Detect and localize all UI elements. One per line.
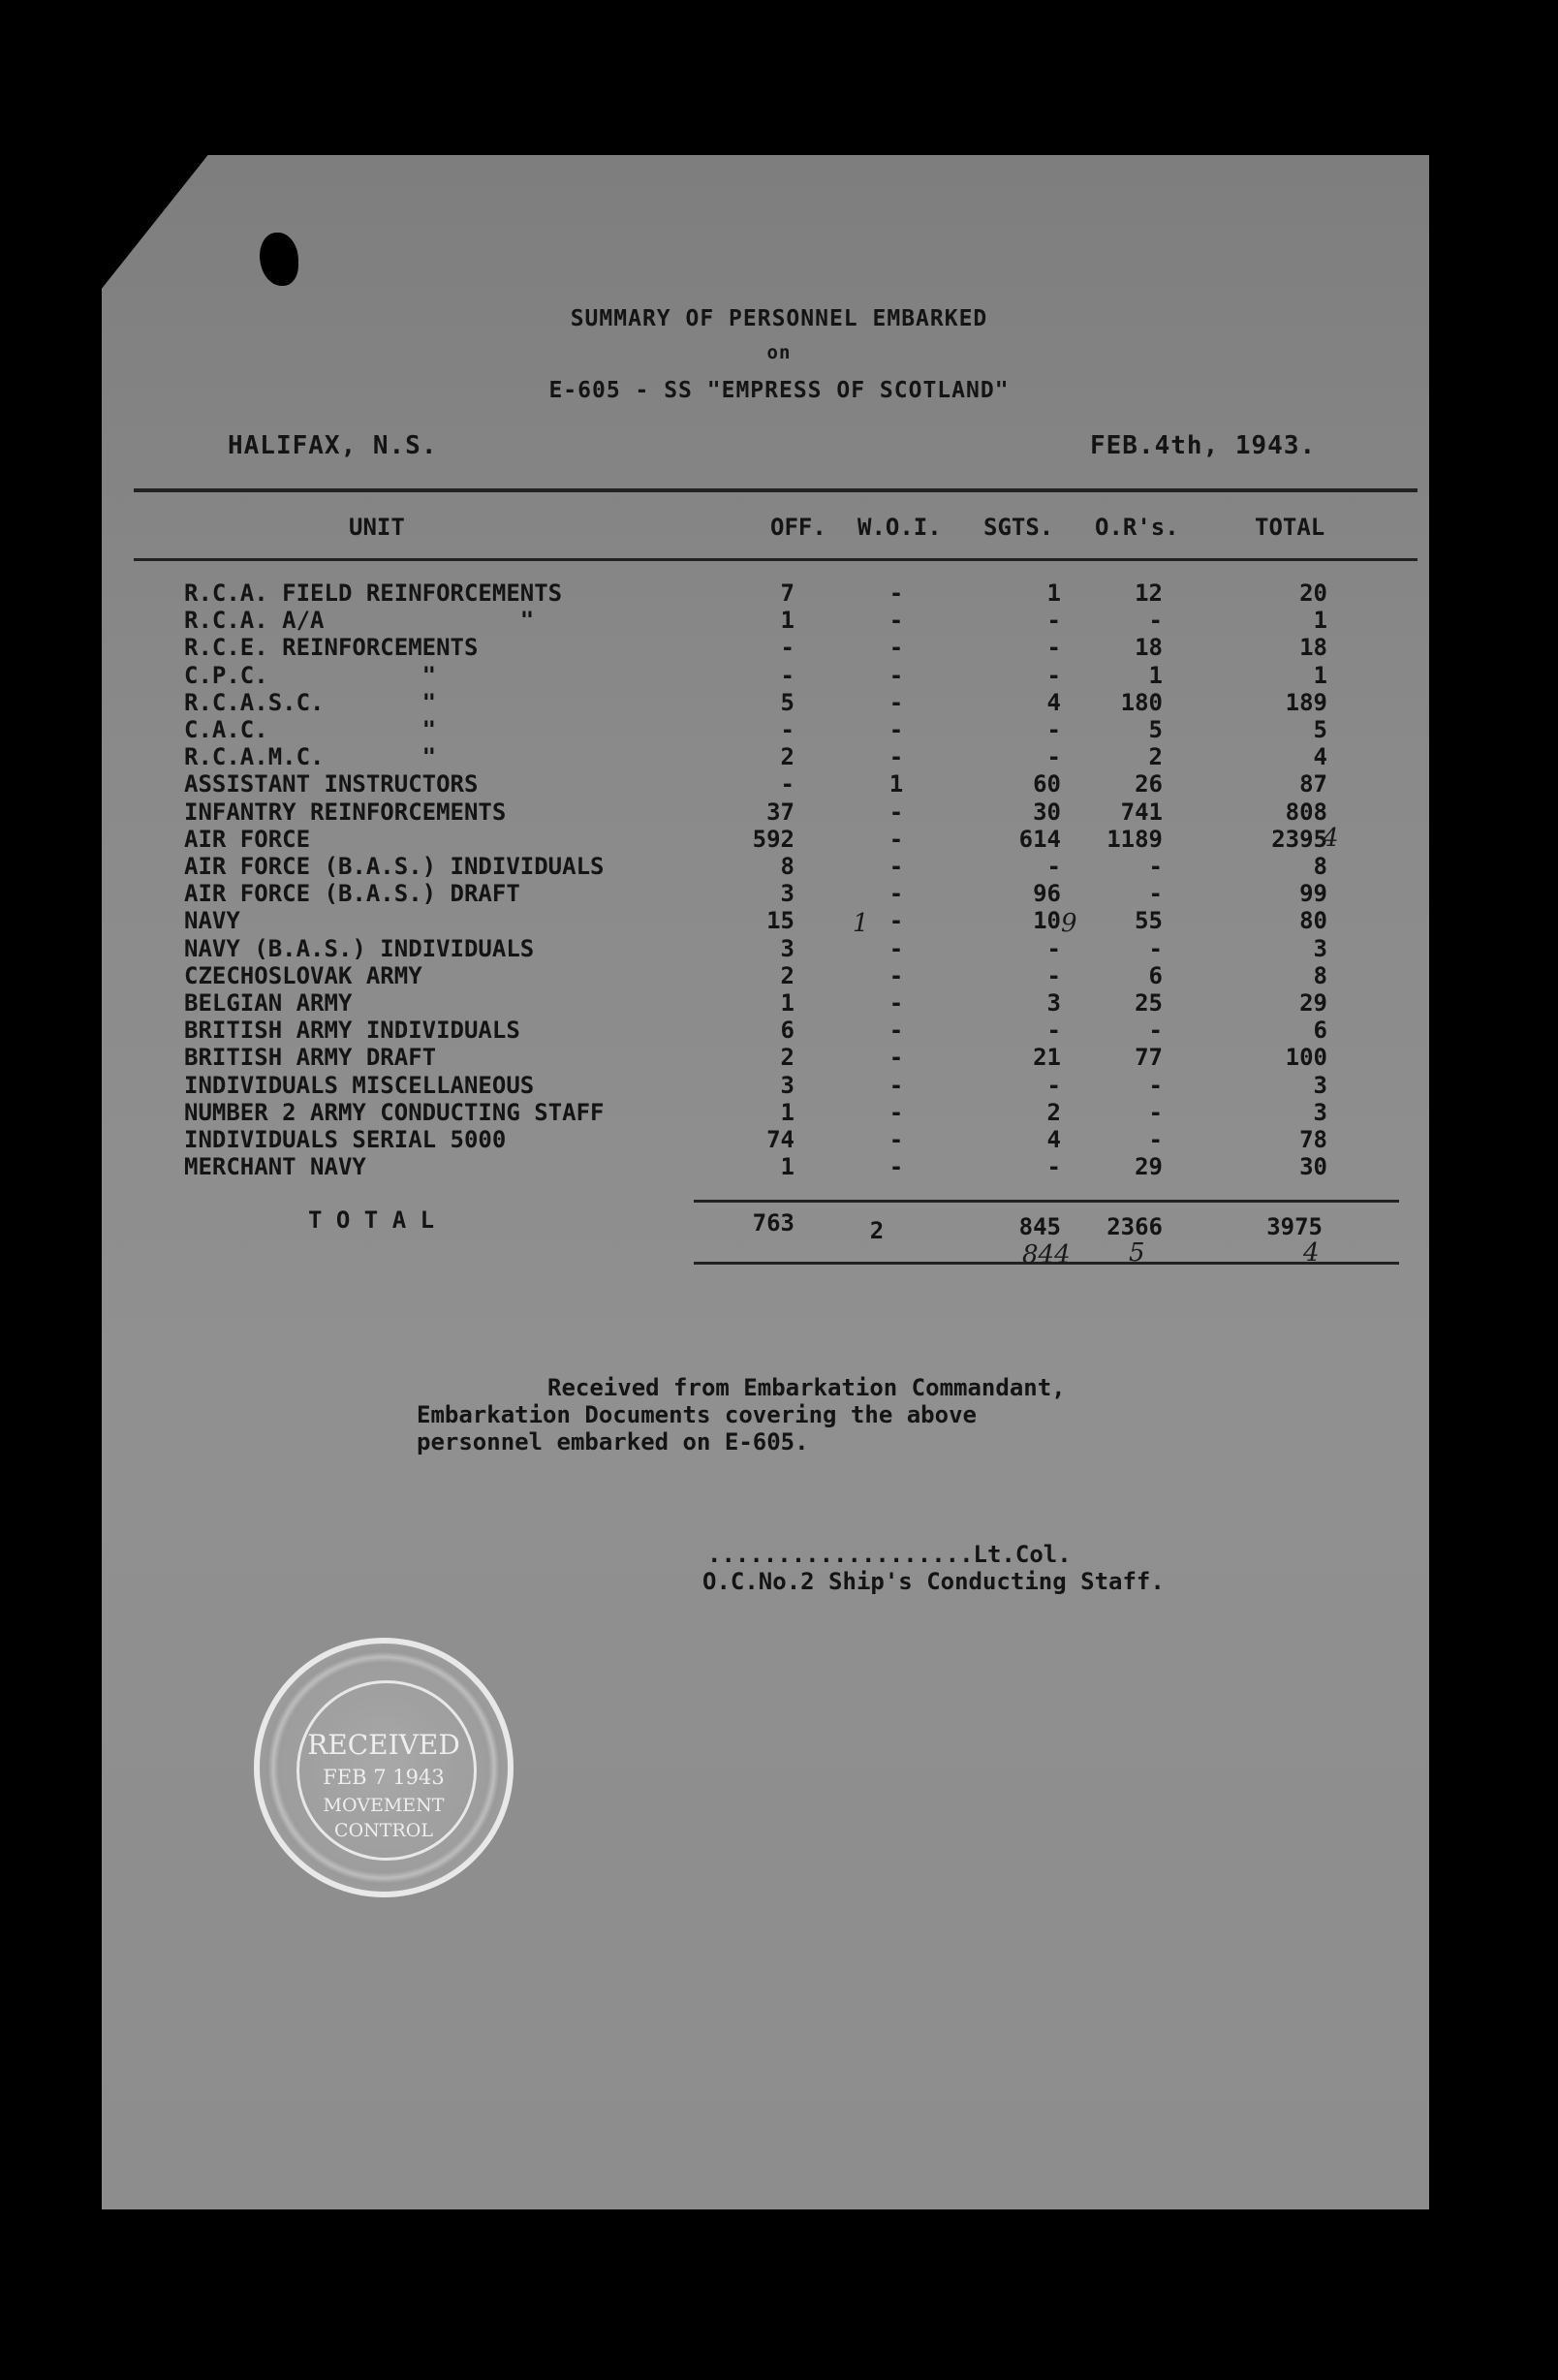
row-off: 3 xyxy=(780,1072,795,1099)
row-sgts: - xyxy=(1046,962,1061,989)
signature-line: ...................Lt.Col. xyxy=(707,1541,1072,1568)
row-sgts: - xyxy=(1046,853,1061,880)
row-sgts: 2 xyxy=(1046,1099,1061,1126)
row-sgts: - xyxy=(1046,634,1061,661)
row-unit: INDIVIDUALS MISCELLANEOUS xyxy=(184,1072,535,1099)
document-title: SUMMARY OF PERSONNEL EMBARKED xyxy=(570,306,988,331)
total-total: 3975 xyxy=(1266,1213,1323,1240)
row-ors: 55 xyxy=(1135,907,1163,934)
row-wo: - xyxy=(888,935,904,962)
row-wo: 1 xyxy=(888,770,904,798)
row-total: 4 xyxy=(1313,743,1327,770)
row-unit: R.C.A.M.C. " xyxy=(184,743,437,770)
row-sgts: 4 xyxy=(1046,1126,1061,1153)
row-off: 37 xyxy=(766,799,795,826)
row-ors: 5 xyxy=(1148,716,1163,743)
row-ors: - xyxy=(1148,853,1163,880)
row-ors: - xyxy=(1148,1017,1163,1044)
row-total: 5 xyxy=(1313,716,1327,743)
row-wo: - xyxy=(888,743,904,770)
row-total: 78 xyxy=(1299,1126,1327,1153)
row-total: 6 xyxy=(1313,1017,1327,1044)
col-total: TOTAL xyxy=(1255,514,1325,541)
hand-navy-sgts: 9 xyxy=(1061,909,1077,938)
row-sgts: 10 xyxy=(1033,907,1061,934)
row-ors: 12 xyxy=(1135,579,1163,607)
row-off: 5 xyxy=(780,689,795,716)
row-total: 99 xyxy=(1299,880,1327,907)
row-total: 1 xyxy=(1313,607,1327,634)
row-ors: 77 xyxy=(1135,1044,1163,1071)
row-sgts: 614 xyxy=(1018,826,1061,853)
row-off: 592 xyxy=(752,826,795,853)
row-unit: INDIVIDUALS SERIAL 5000 xyxy=(184,1126,507,1153)
ship-name: E-605 - SS "EMPRESS OF SCOTLAND" xyxy=(548,378,1010,403)
row-sgts: - xyxy=(1046,1017,1061,1044)
row-sgts: - xyxy=(1046,743,1061,770)
row-unit: BRITISH ARMY INDIVIDUALS xyxy=(184,1017,520,1044)
total-top-rule xyxy=(694,1200,1399,1203)
row-wo: - xyxy=(888,1044,904,1071)
document-page xyxy=(102,155,1429,2209)
stamp-received: RECEIVED xyxy=(307,1729,460,1761)
row-off: 1 xyxy=(780,1099,795,1126)
col-wo: W.O.I. xyxy=(857,514,942,541)
row-total: 30 xyxy=(1299,1153,1327,1180)
receipt-line-2: Embarkation Documents covering the above xyxy=(417,1401,977,1428)
row-ors: - xyxy=(1148,607,1163,634)
col-sgts: SGTS. xyxy=(983,514,1054,541)
row-off: 3 xyxy=(780,880,795,907)
row-unit: NAVY (B.A.S.) INDIVIDUALS xyxy=(184,935,535,962)
row-wo: - xyxy=(888,826,904,853)
row-ors: 180 xyxy=(1120,689,1163,716)
row-total: 808 xyxy=(1285,799,1327,826)
hand-navy-wo: 1 xyxy=(853,909,869,938)
receipt-line-3: personnel embarked on E-605. xyxy=(417,1428,809,1456)
row-wo: - xyxy=(888,799,904,826)
col-off: OFF. xyxy=(770,514,826,541)
row-off: 1 xyxy=(780,989,795,1017)
row-sgts: - xyxy=(1046,1072,1061,1099)
row-ors: 29 xyxy=(1135,1153,1163,1180)
received-stamp xyxy=(254,1638,514,1897)
header-top-rule xyxy=(134,488,1418,492)
row-total: 20 xyxy=(1299,579,1327,607)
row-ors: 18 xyxy=(1135,634,1163,661)
row-ors: 1 xyxy=(1148,662,1163,689)
row-unit: C.P.C. " xyxy=(184,662,437,689)
row-total: 189 xyxy=(1285,689,1327,716)
row-ors: - xyxy=(1148,880,1163,907)
row-total: 18 xyxy=(1299,634,1327,661)
row-unit: AIR FORCE xyxy=(184,826,311,853)
row-off: 1 xyxy=(780,607,795,634)
row-sgts: 60 xyxy=(1033,770,1061,798)
row-off: 74 xyxy=(766,1126,795,1153)
hand-total-total: 4 xyxy=(1303,1238,1320,1268)
stamp-control: CONTROL xyxy=(334,1820,433,1841)
row-off: 15 xyxy=(766,907,795,934)
row-sgts: - xyxy=(1046,1153,1061,1180)
row-total: 8 xyxy=(1313,853,1327,880)
row-wo: - xyxy=(888,662,904,689)
row-off: 2 xyxy=(780,962,795,989)
row-total: 3 xyxy=(1313,935,1327,962)
total-wo: 2 xyxy=(869,1217,885,1244)
row-wo: - xyxy=(888,1017,904,1044)
row-wo: - xyxy=(888,689,904,716)
row-wo: - xyxy=(888,579,904,607)
row-unit: R.C.E. REINFORCEMENTS xyxy=(184,634,479,661)
row-off: - xyxy=(780,770,795,798)
row-unit: MERCHANT NAVY xyxy=(184,1153,366,1180)
row-sgts: - xyxy=(1046,662,1061,689)
row-ors: - xyxy=(1148,1072,1163,1099)
row-total: 80 xyxy=(1299,907,1327,934)
signature-title: O.C.No.2 Ship's Conducting Staff. xyxy=(702,1568,1165,1595)
row-wo: - xyxy=(888,634,904,661)
row-ors: - xyxy=(1148,935,1163,962)
stamp-movement: MOVEMENT xyxy=(323,1795,445,1816)
col-unit: UNIT xyxy=(349,514,405,541)
row-ors: 25 xyxy=(1135,989,1163,1017)
row-unit: BRITISH ARMY DRAFT xyxy=(184,1044,437,1071)
row-off: 2 xyxy=(780,1044,795,1071)
row-wo: - xyxy=(888,1153,904,1180)
row-sgts: 3 xyxy=(1046,989,1061,1017)
row-unit: NAVY xyxy=(184,907,240,934)
row-total: 8 xyxy=(1313,962,1327,989)
row-ors: 741 xyxy=(1120,799,1163,826)
row-off: 6 xyxy=(780,1017,795,1044)
row-wo: - xyxy=(888,907,904,934)
row-unit: ASSISTANT INSTRUCTORS xyxy=(184,770,479,798)
row-unit: AIR FORCE (B.A.S.) INDIVIDUALS xyxy=(184,853,605,880)
row-wo: - xyxy=(888,880,904,907)
hand-total-sgts: 844 xyxy=(1022,1240,1071,1269)
row-unit: CZECHOSLOVAK ARMY xyxy=(184,962,422,989)
row-unit: BELGIAN ARMY xyxy=(184,989,353,1017)
row-unit: R.C.A. FIELD REINFORCEMENTS xyxy=(184,579,563,607)
row-unit: INFANTRY REINFORCEMENTS xyxy=(184,799,507,826)
total-sgts: 845 xyxy=(1018,1213,1061,1240)
total-ors: 2366 xyxy=(1106,1213,1163,1240)
total-off: 763 xyxy=(752,1209,795,1237)
row-wo: - xyxy=(888,962,904,989)
col-ors: O.R's. xyxy=(1095,514,1179,541)
row-off: 2 xyxy=(780,743,795,770)
row-total: 1 xyxy=(1313,662,1327,689)
header-bottom-rule xyxy=(134,558,1418,561)
row-total: 2395 xyxy=(1271,826,1327,853)
stamp-date: FEB 7 1943 xyxy=(323,1766,445,1789)
row-wo: - xyxy=(888,989,904,1017)
receipt-line-1: Received from Embarkation Commandant, xyxy=(547,1374,1066,1401)
row-total: 3 xyxy=(1313,1072,1327,1099)
row-sgts: - xyxy=(1046,607,1061,634)
hand-total-ors: 5 xyxy=(1129,1238,1145,1268)
row-ors: 1189 xyxy=(1106,826,1163,853)
row-total: 100 xyxy=(1285,1044,1327,1071)
row-off: 8 xyxy=(780,853,795,880)
row-total: 29 xyxy=(1299,989,1327,1017)
row-wo: - xyxy=(888,1072,904,1099)
row-off: - xyxy=(780,634,795,661)
row-unit: AIR FORCE (B.A.S.) DRAFT xyxy=(184,880,520,907)
row-ors: 26 xyxy=(1135,770,1163,798)
row-off: 7 xyxy=(780,579,795,607)
row-sgts: 1 xyxy=(1046,579,1061,607)
row-off: - xyxy=(780,662,795,689)
row-ors: 6 xyxy=(1148,962,1163,989)
date: FEB.4th, 1943. xyxy=(1090,431,1317,460)
row-off: 1 xyxy=(780,1153,795,1180)
row-off: 3 xyxy=(780,935,795,962)
place: HALIFAX, N.S. xyxy=(228,431,438,460)
row-ors: 2 xyxy=(1148,743,1163,770)
row-unit: NUMBER 2 ARMY CONDUCTING STAFF xyxy=(184,1099,605,1126)
hand-air-force-total: 4 xyxy=(1323,824,1339,853)
row-wo: - xyxy=(888,1126,904,1153)
row-sgts: 96 xyxy=(1033,880,1061,907)
row-off: - xyxy=(780,716,795,743)
row-sgts: - xyxy=(1046,935,1061,962)
row-wo: - xyxy=(888,716,904,743)
row-sgts: - xyxy=(1046,716,1061,743)
row-ors: - xyxy=(1148,1126,1163,1153)
row-unit: R.C.A.S.C. " xyxy=(184,689,437,716)
row-unit: R.C.A. A/A " xyxy=(184,607,535,634)
row-sgts: 4 xyxy=(1046,689,1061,716)
row-sgts: 30 xyxy=(1033,799,1061,826)
row-ors: - xyxy=(1148,1099,1163,1126)
row-wo: - xyxy=(888,607,904,634)
row-total: 3 xyxy=(1313,1099,1327,1126)
row-wo: - xyxy=(888,1099,904,1126)
title-on: on xyxy=(766,342,792,363)
row-unit: C.A.C. " xyxy=(184,716,437,743)
row-sgts: 21 xyxy=(1033,1044,1061,1071)
row-wo: - xyxy=(888,853,904,880)
row-total: 87 xyxy=(1299,770,1327,798)
total-label: T O T A L xyxy=(308,1206,435,1234)
